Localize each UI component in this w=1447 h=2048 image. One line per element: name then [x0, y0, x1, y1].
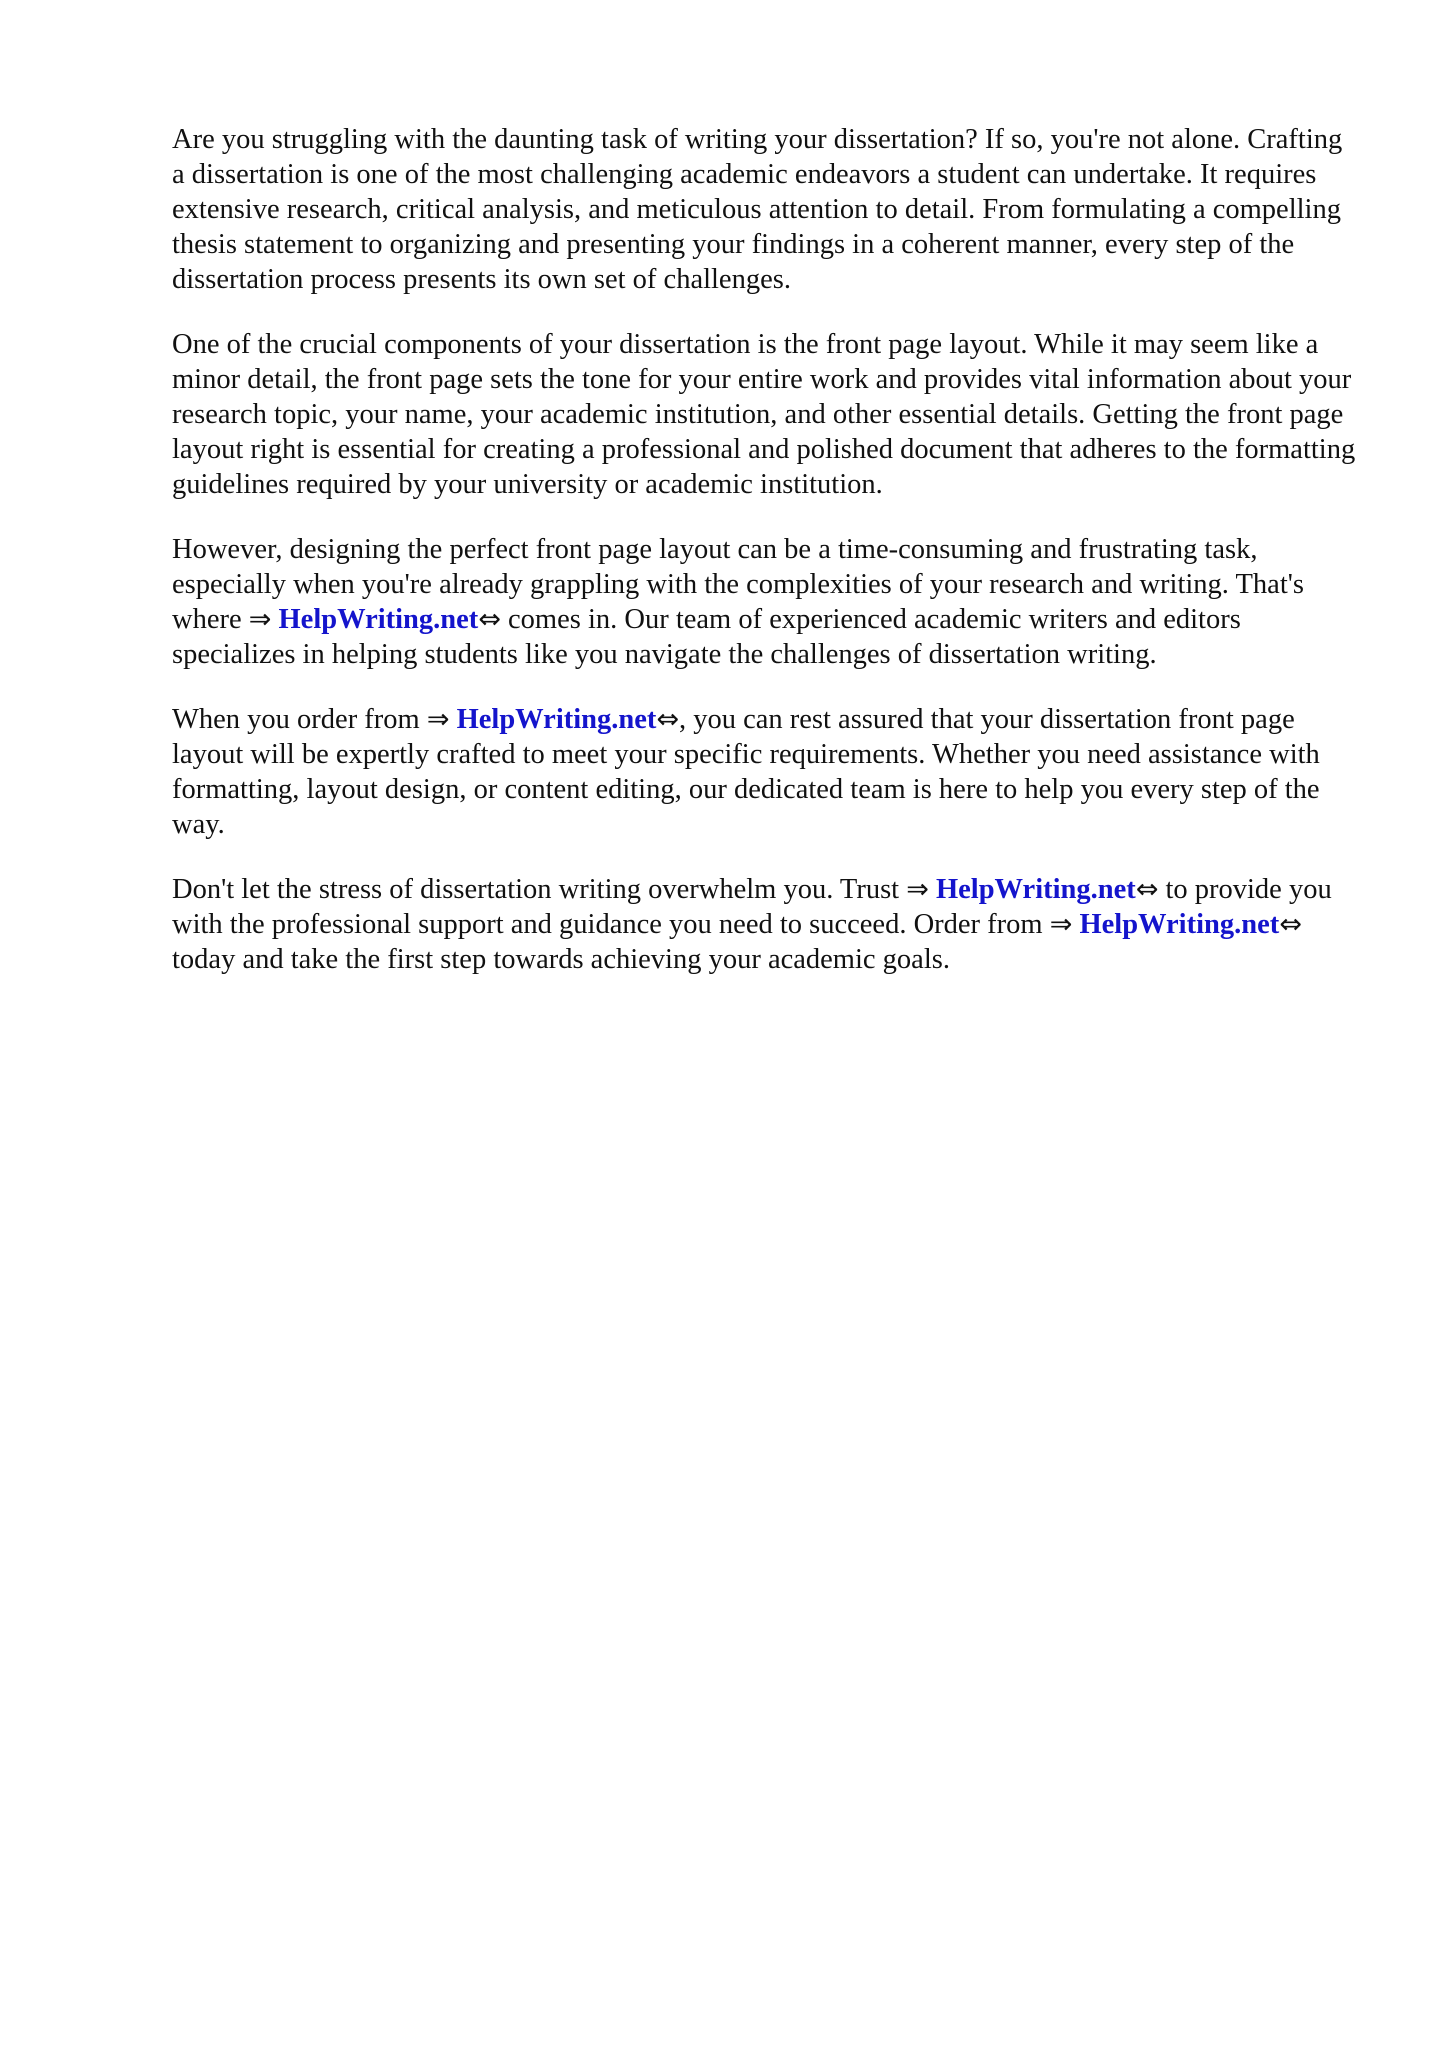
- paragraph-front-page-text: One of the crucial components of your dissertation is the front page layout. While it may seem like a minor detail, the front page sets the tone for your entire work and provides vital information about your research topic, your name, your academic institution, and other essential details. Getting the front page layout right is essential for creating a professional and polished document that adheres to the formatting guidelines required by your university or academic institution.: [172, 329, 1356, 500]
- double-arrow-icon: ⇔: [656, 704, 679, 735]
- double-arrow-icon: ⇔: [1279, 909, 1302, 940]
- paragraph-trust-text-middle: to provide you with the professional support and guidance you need to succeed. Order from: [172, 874, 1332, 940]
- paragraph-however-text-before: However, designing the perfect front page layout can be a time-consuming and frustrating task, especially when you're already grappling with the complexities of your research and writing. That's where: [172, 534, 1304, 635]
- helpwriting-link[interactable]: HelpWriting.net: [278, 604, 479, 635]
- helpwriting-link[interactable]: HelpWriting.net: [935, 874, 1136, 905]
- paragraph-however: [172, 532, 1362, 672]
- double-arrow-icon: ⇔: [478, 604, 501, 635]
- paragraph-order-text-after: , you can rest assured that your dissertation front page layout will be expertly crafted to meet your specific requirements. Whether you need assistance with formatting, layout design, or content editing, our dedicated team is here to help you every step of the way.: [172, 704, 1320, 840]
- helpwriting-link[interactable]: HelpWriting.net: [1079, 909, 1280, 940]
- right-arrow-icon: ⇒: [248, 604, 272, 635]
- right-arrow-icon: ⇒: [906, 874, 929, 905]
- paragraph-intro-text: Are you struggling with the daunting task of writing your dissertation? If so, you're not alone. Crafting a dissertation is one of the most challenging academic endeavors a student can undertake. It requires extensive research, critical analysis, and meticulous attention to detail. From formulating a compelling thesis statement to organizing and presenting your findings in a coherent manner, every step of the dissertation process presents its own set of challenges.: [172, 124, 1343, 295]
- right-arrow-icon: ⇒: [1049, 909, 1073, 940]
- paragraph-front-page: [172, 327, 1362, 502]
- helpwriting-link[interactable]: HelpWriting.net: [456, 704, 657, 735]
- paragraph-however-text-after: comes in. Our team of experienced academic writers and editors specializes in helping students like you navigate the challenges of dissertation writing.: [172, 604, 1241, 670]
- paragraph-order: [172, 702, 1362, 842]
- paragraph-intro: [172, 122, 1362, 297]
- paragraph-trust-text-before: Don't let the stress of dissertation writing overwhelm you. Trust: [172, 874, 900, 905]
- paragraph-trust: [172, 872, 1362, 977]
- paragraph-order-text-before: When you order from: [172, 704, 420, 735]
- paragraph-trust-text-after: today and take the first step towards achieving your academic goals.: [172, 944, 950, 975]
- right-arrow-icon: ⇒: [426, 704, 450, 735]
- double-arrow-icon: ⇔: [1135, 874, 1159, 905]
- document-page: [172, 122, 1362, 1007]
